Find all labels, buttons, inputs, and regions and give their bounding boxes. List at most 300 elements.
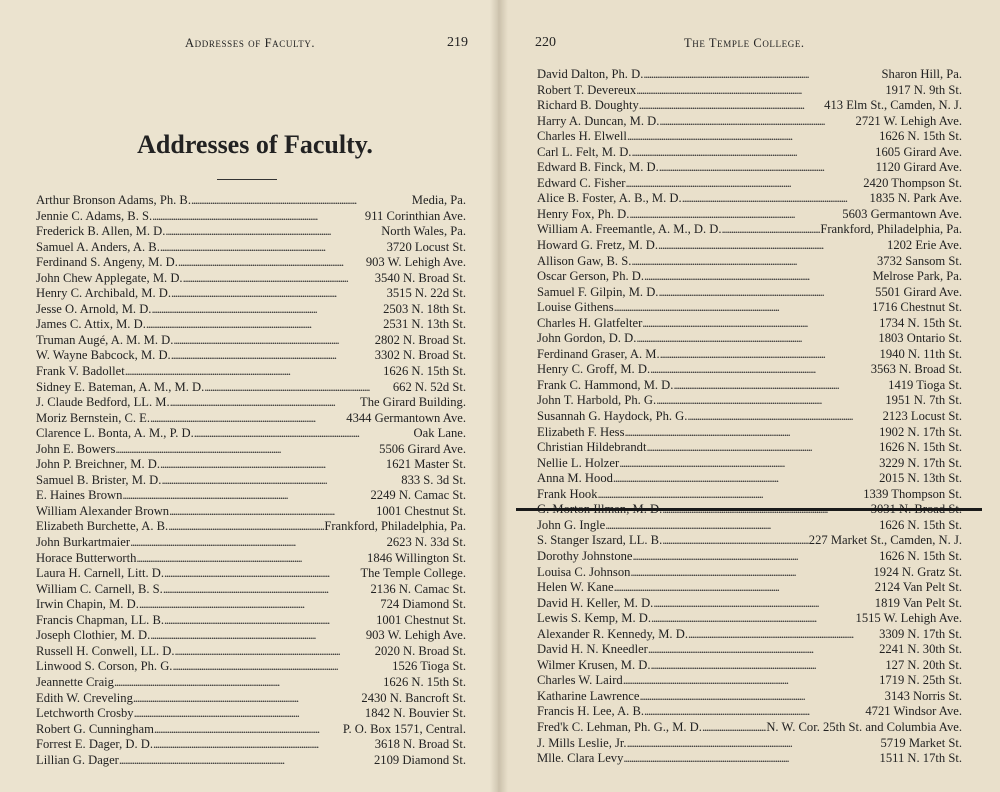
faculty-name: Nellie L. Holzer xyxy=(537,455,620,470)
faculty-name: Truman Augé, A. M. M. D. xyxy=(36,332,174,347)
faculty-address: 2123 Locust St. xyxy=(882,409,962,424)
dot-leader xyxy=(160,457,386,473)
dot-leader xyxy=(598,487,864,503)
dot-leader xyxy=(636,83,885,99)
faculty-name: Frank Hook xyxy=(537,486,598,501)
faculty-name: Mlle. Clara Levy xyxy=(537,751,624,766)
faculty-address: 1940 N. 11th St. xyxy=(879,346,962,361)
faculty-address: Frankford, Philadelphia, Pa. xyxy=(820,222,962,237)
dot-leader xyxy=(631,254,877,270)
faculty-entry xyxy=(36,722,466,738)
dot-leader xyxy=(624,425,879,441)
dot-leader xyxy=(633,549,880,565)
faculty-address: 3143 Norris St. xyxy=(884,688,962,703)
faculty-name: Howard G. Fretz, M. D. xyxy=(537,238,659,253)
faculty-entry xyxy=(537,704,962,720)
faculty-address: 4721 Windsor Ave. xyxy=(865,704,962,719)
faculty-entry xyxy=(36,333,466,349)
faculty-name: Ferdinand Graser, A. M. xyxy=(537,346,660,361)
faculty-address: 2420 Thompson St. xyxy=(863,175,962,190)
faculty-name: Louisa C. Johnson xyxy=(537,564,631,579)
faculty-address: 1202 Erie Ave. xyxy=(887,238,962,253)
dot-leader xyxy=(626,176,864,192)
dot-leader xyxy=(636,331,878,347)
dot-leader xyxy=(169,504,376,520)
dot-leader xyxy=(702,720,766,736)
faculty-entry xyxy=(537,347,962,363)
faculty-name: Clarence L. Bonta, A. M., P. D. xyxy=(36,426,194,441)
faculty-entry xyxy=(36,411,466,427)
dot-leader xyxy=(648,642,879,658)
faculty-entry xyxy=(537,393,962,409)
dot-leader xyxy=(164,613,376,629)
dot-leader xyxy=(614,300,872,316)
dot-leader xyxy=(644,704,865,720)
dot-leader xyxy=(631,145,875,161)
faculty-entry xyxy=(36,691,466,707)
dot-leader xyxy=(178,255,366,271)
dot-leader xyxy=(659,160,876,176)
dot-leader xyxy=(627,129,879,145)
dot-leader xyxy=(152,209,365,225)
faculty-name: Henry Fox, Ph. D. xyxy=(537,206,630,221)
faculty-name: Moriz Bernstein, C. E. xyxy=(36,410,151,425)
faculty-address: 4344 Germantown Ave. xyxy=(346,410,466,425)
right-page xyxy=(498,0,1000,792)
faculty-entry xyxy=(537,67,962,83)
faculty-entry xyxy=(537,222,962,238)
faculty-entry xyxy=(537,611,962,627)
faculty-entry xyxy=(36,255,466,271)
dot-leader xyxy=(653,596,874,612)
dot-leader xyxy=(658,285,875,301)
faculty-entry xyxy=(537,83,962,99)
faculty-name: Richard B. Doughty xyxy=(537,98,639,113)
faculty-entry xyxy=(537,98,962,114)
section-title: Addresses of Faculty. xyxy=(137,130,373,159)
dot-leader xyxy=(687,409,882,425)
dot-leader xyxy=(722,222,821,238)
faculty-address: 1419 Tioga St. xyxy=(888,377,962,392)
right-faculty-list xyxy=(537,67,962,767)
faculty-name: Susannah G. Haydock, Ph. G. xyxy=(537,409,688,424)
faculty-entry xyxy=(36,426,466,442)
dot-leader xyxy=(613,471,879,487)
dot-leader xyxy=(623,673,879,689)
right-page-number: 220 xyxy=(535,35,556,50)
dot-leader xyxy=(639,689,884,705)
faculty-address: 1626 N. 15th St. xyxy=(879,517,962,532)
faculty-entry xyxy=(537,736,962,752)
faculty-name: Samuel A. Anders, A. B. xyxy=(36,239,160,254)
faculty-entry xyxy=(36,551,466,567)
faculty-name: Sidney E. Bateman, A. M., M. D. xyxy=(36,379,205,394)
faculty-address: 1526 Tioga St. xyxy=(392,659,466,674)
faculty-entry xyxy=(36,519,466,535)
dot-leader xyxy=(114,675,383,691)
dot-leader xyxy=(139,597,380,613)
dot-leader xyxy=(204,380,393,396)
faculty-entry xyxy=(36,442,466,458)
faculty-address: 227 Market St., Camden, N. J. xyxy=(808,533,962,548)
faculty-entry xyxy=(537,207,962,223)
faculty-name: Laura H. Carnell, Litt. D. xyxy=(36,566,164,581)
dot-leader xyxy=(614,580,875,596)
faculty-address: 1626 N. 15th St. xyxy=(383,364,466,379)
faculty-name: Letchworth Crosby xyxy=(36,706,134,721)
dot-leader xyxy=(136,551,367,567)
faculty-address: 1842 N. Bouvier St. xyxy=(364,706,466,721)
dot-leader xyxy=(658,238,887,254)
dot-leader xyxy=(682,191,870,207)
faculty-entry xyxy=(36,737,466,753)
dot-leader xyxy=(619,456,879,472)
faculty-address: 1120 Girard Ave. xyxy=(875,160,962,175)
faculty-entry xyxy=(36,317,466,333)
faculty-address: 833 S. 3d St. xyxy=(401,472,466,487)
faculty-name: John Chew Applegate, M. D. xyxy=(36,270,183,285)
dot-leader xyxy=(650,362,871,378)
dot-leader xyxy=(133,691,362,707)
right-running-head: The Temple College. xyxy=(684,36,805,50)
faculty-address: 3309 N. 17th St. xyxy=(879,626,962,641)
faculty-name: Alice B. Foster, A. B., M. D. xyxy=(537,191,682,206)
faculty-name: S. Stanger Iszard, LL. B. xyxy=(537,533,663,548)
faculty-entry xyxy=(36,348,466,364)
dot-leader xyxy=(630,565,873,581)
dot-leader xyxy=(119,753,374,769)
faculty-entry xyxy=(537,456,962,472)
faculty-address: 1902 N. 17th St. xyxy=(879,424,962,439)
faculty-name: Irwin Chapin, M. D. xyxy=(36,597,139,612)
dot-leader xyxy=(122,488,370,504)
faculty-entry xyxy=(36,209,466,225)
faculty-address: 2721 W. Lehigh Ave. xyxy=(855,113,962,128)
faculty-address: 1626 N. 15th St. xyxy=(879,548,962,563)
faculty-name: Lewis S. Kemp, M. D. xyxy=(537,611,652,626)
faculty-name: John Gordon, D. D. xyxy=(537,331,637,346)
faculty-entry xyxy=(537,751,962,767)
faculty-entry xyxy=(36,582,466,598)
faculty-name: Edith W. Creveling xyxy=(36,690,133,705)
faculty-name: Anna M. Hood xyxy=(537,471,613,486)
faculty-name: Samuel B. Brister, M. D. xyxy=(36,472,162,487)
dot-leader xyxy=(183,271,375,287)
faculty-name: John T. Harbold, Ph. G. xyxy=(537,393,657,408)
faculty-entry xyxy=(537,471,962,487)
faculty-name: Francis Chapman, LL. B. xyxy=(36,612,165,627)
faculty-address: 2124 Van Pelt St. xyxy=(874,580,962,595)
faculty-name: Jeannette Craig xyxy=(36,674,114,689)
dot-leader xyxy=(161,473,401,489)
faculty-entry xyxy=(537,176,962,192)
faculty-entry xyxy=(36,193,466,209)
faculty-address: 3302 N. Broad St. xyxy=(374,348,466,363)
faculty-entry xyxy=(36,473,466,489)
faculty-name: Christian Hildebrandt xyxy=(537,440,647,455)
faculty-entry xyxy=(537,533,962,549)
faculty-name: Robert G. Cunningham xyxy=(36,721,154,736)
faculty-address: 413 Elm St., Camden, N. J. xyxy=(824,98,962,113)
faculty-name: W. Wayne Babcock, M. D. xyxy=(36,348,171,363)
faculty-address: 1515 W. Lehigh Ave. xyxy=(855,611,962,626)
faculty-entry xyxy=(36,535,466,551)
faculty-address: 1951 N. 7th St. xyxy=(885,393,962,408)
faculty-name: Horace Butterworth xyxy=(36,550,137,565)
dot-leader xyxy=(150,628,366,644)
faculty-entry xyxy=(537,440,962,456)
faculty-entry xyxy=(36,597,466,613)
dot-leader xyxy=(639,98,824,114)
faculty-name: John E. Bowers xyxy=(36,441,116,456)
faculty-address: 724 Diamond St. xyxy=(380,597,466,612)
faculty-entry xyxy=(537,254,962,270)
faculty-name: Edward C. Fisher xyxy=(537,175,626,190)
faculty-address: 5506 Girard Ave. xyxy=(379,441,466,456)
dot-leader xyxy=(191,193,412,209)
faculty-address: P. O. Box 1571, Central. xyxy=(342,721,466,736)
dot-leader xyxy=(115,442,379,458)
faculty-entry xyxy=(537,518,962,534)
faculty-address: 1001 Chestnut St. xyxy=(376,503,466,518)
faculty-name: Allison Gaw, B. S. xyxy=(537,253,632,268)
faculty-address: 3515 N. 22d St. xyxy=(386,286,466,301)
dot-leader xyxy=(160,240,387,256)
faculty-name: Arthur Bronson Adams, Ph. B. xyxy=(36,193,191,207)
faculty-name: Harry A. Duncan, M. D. xyxy=(537,113,660,128)
faculty-entry xyxy=(537,425,962,441)
faculty-entry xyxy=(36,628,466,644)
faculty-name: William A. Freemantle, A. M., D. D. xyxy=(537,222,722,237)
faculty-name: Wilmer Krusen, M. D. xyxy=(537,657,651,672)
faculty-name: Linwood S. Corson, Ph. G. xyxy=(36,659,173,674)
faculty-entry xyxy=(36,675,466,691)
faculty-entry xyxy=(537,565,962,581)
faculty-address: Sharon Hill, Pa. xyxy=(881,67,962,81)
faculty-name: J. Claude Bedford, LL. M. xyxy=(36,395,170,410)
faculty-address: 1626 N. 15th St. xyxy=(879,440,962,455)
faculty-name: Edward B. Finck, M. D. xyxy=(537,160,659,175)
faculty-name: Jesse O. Arnold, M. D. xyxy=(36,301,152,316)
left-faculty-list xyxy=(36,193,466,768)
faculty-address: 3229 N. 17th St. xyxy=(879,455,962,470)
faculty-entry xyxy=(36,504,466,520)
faculty-address: Frankford, Philadelphia, Pa. xyxy=(324,519,466,534)
dot-leader xyxy=(659,114,855,130)
dot-leader xyxy=(623,751,879,767)
faculty-entry xyxy=(537,580,962,596)
dot-leader xyxy=(643,67,881,83)
faculty-name: Elizabeth F. Hess xyxy=(537,424,625,439)
faculty-entry xyxy=(537,160,962,176)
faculty-name: Charles H. Glatfelter xyxy=(537,315,643,330)
faculty-name: Charles H. Elwell xyxy=(537,129,627,144)
faculty-name: Frank C. Hammond, M. D. xyxy=(537,377,674,392)
dot-leader xyxy=(673,378,888,394)
faculty-address: 1511 N. 17th St. xyxy=(879,751,962,766)
faculty-entry xyxy=(537,145,962,161)
left-running-head: Addresses of Faculty. xyxy=(185,36,316,50)
faculty-address: 1626 N. 15th St. xyxy=(879,129,962,144)
faculty-address: 1719 N. 25th St. xyxy=(879,673,962,688)
faculty-entry xyxy=(537,689,962,705)
dot-leader xyxy=(172,659,392,675)
faculty-name: Carl L. Felt, M. D. xyxy=(537,144,632,159)
faculty-address: 1846 Willington St. xyxy=(367,550,466,565)
faculty-address: 1917 N. 9th St. xyxy=(885,82,962,97)
faculty-entry xyxy=(537,409,962,425)
faculty-name: Louise Githens xyxy=(537,300,614,315)
page-cut-line xyxy=(516,508,982,511)
dot-leader xyxy=(151,302,383,318)
dot-leader xyxy=(646,440,879,456)
faculty-name: Robert T. Devereux xyxy=(537,82,637,97)
faculty-address: 1605 Girard Ave. xyxy=(875,144,962,159)
faculty-address: 1819 Van Pelt St. xyxy=(874,595,962,610)
faculty-address: 3732 Sansom St. xyxy=(876,253,962,268)
faculty-name: James C. Attix, M. D. xyxy=(36,317,146,332)
dot-leader xyxy=(170,395,360,411)
faculty-name: E. Haines Brown xyxy=(36,488,123,503)
faculty-entry xyxy=(537,549,962,565)
faculty-entry xyxy=(537,720,962,736)
faculty-entry xyxy=(537,300,962,316)
faculty-address: 1803 Ontario St. xyxy=(878,331,962,346)
faculty-address: 1716 Chestnut St. xyxy=(872,300,962,315)
faculty-entry xyxy=(36,659,466,675)
title-rule xyxy=(217,179,277,180)
faculty-address: 1835 N. Park Ave. xyxy=(869,191,962,206)
faculty-name: Dorothy Johnstone xyxy=(537,548,633,563)
faculty-entry xyxy=(36,286,466,302)
faculty-name: William Alexander Brown xyxy=(36,503,170,518)
faculty-entry xyxy=(36,613,466,629)
faculty-name: Francis H. Lee, A. B. xyxy=(537,704,645,719)
faculty-entry xyxy=(537,362,962,378)
faculty-address: 2531 N. 13th St. xyxy=(383,317,466,332)
faculty-address: 1734 N. 15th St. xyxy=(879,315,962,330)
dot-leader xyxy=(627,736,881,752)
faculty-entry xyxy=(36,457,466,473)
faculty-name: David Dalton, Ph. D. xyxy=(537,67,644,81)
faculty-entry xyxy=(537,487,962,503)
dot-leader xyxy=(651,611,855,627)
faculty-name: Fred'k C. Lehman, Ph. G., M. D. xyxy=(537,719,702,734)
faculty-name: William C. Carnell, B. S. xyxy=(36,581,163,596)
faculty-address: 5603 Germantown Ave. xyxy=(842,206,962,221)
dot-leader xyxy=(164,566,360,582)
dot-leader xyxy=(175,644,375,660)
faculty-address: 2249 N. Camac St. xyxy=(370,488,466,503)
faculty-entry xyxy=(537,191,962,207)
faculty-entry xyxy=(537,642,962,658)
faculty-name: Helen W. Kane xyxy=(537,580,614,595)
faculty-address: 5501 Girard Ave. xyxy=(875,284,962,299)
faculty-address: Melrose Park, Pa. xyxy=(872,269,962,284)
faculty-name: David H. N. Kneedler xyxy=(537,642,648,657)
faculty-entry xyxy=(36,380,466,396)
faculty-name: Lillian G. Dager xyxy=(36,752,119,767)
faculty-entry xyxy=(537,316,962,332)
left-page xyxy=(0,0,498,792)
faculty-name: Frederick B. Allen, M. D. xyxy=(36,224,166,239)
faculty-entry xyxy=(36,224,466,240)
faculty-entry xyxy=(36,364,466,380)
dot-leader xyxy=(146,317,383,333)
faculty-entry xyxy=(537,673,962,689)
dot-leader xyxy=(688,627,879,643)
dot-leader xyxy=(642,316,879,332)
faculty-name: Charles W. Laird xyxy=(537,673,623,688)
faculty-address: The Temple College. xyxy=(360,566,466,581)
faculty-entry xyxy=(537,269,962,285)
faculty-name: Russell H. Conwell, LL. D. xyxy=(36,643,175,658)
faculty-address: 3618 N. Broad St. xyxy=(374,737,466,752)
faculty-address: 1924 N. Gratz St. xyxy=(873,564,962,579)
faculty-name: Ferdinand S. Angeny, M. D. xyxy=(36,255,178,270)
faculty-name: J. Mills Leslie, Jr. xyxy=(537,735,627,750)
faculty-entry xyxy=(537,129,962,145)
dot-leader xyxy=(656,393,885,409)
faculty-entry xyxy=(36,271,466,287)
dot-leader xyxy=(605,518,879,534)
faculty-address: 903 W. Lehigh Ave. xyxy=(365,255,466,270)
faculty-address: 2020 N. Broad St. xyxy=(374,643,466,658)
faculty-name: Henry C. Archibald, M. D. xyxy=(36,286,172,301)
faculty-entry xyxy=(36,302,466,318)
faculty-address: 5719 Market St. xyxy=(880,735,962,750)
faculty-address: 662 N. 52d St. xyxy=(392,379,466,394)
faculty-name: Samuel F. Gilpin, M. D. xyxy=(537,284,659,299)
dot-leader xyxy=(644,269,872,285)
dot-leader xyxy=(629,207,842,223)
book-gutter xyxy=(490,0,508,792)
faculty-address: 1339 Thompson St. xyxy=(863,486,962,501)
faculty-entry xyxy=(537,114,962,130)
dot-leader xyxy=(651,658,886,674)
faculty-entry xyxy=(36,706,466,722)
dot-leader xyxy=(125,364,383,380)
faculty-name: Frank V. Badollet xyxy=(36,364,125,379)
faculty-entry xyxy=(537,331,962,347)
faculty-address: 1621 Master St. xyxy=(385,457,466,472)
faculty-address: 3563 N. Broad St. xyxy=(870,362,962,377)
faculty-address: 3540 N. Broad St. xyxy=(374,270,466,285)
dot-leader xyxy=(163,582,371,598)
faculty-name: Forrest E. Dager, D. D. xyxy=(36,737,154,752)
faculty-entry xyxy=(537,596,962,612)
faculty-address: 2430 N. Bancroft St. xyxy=(361,690,466,705)
faculty-entry xyxy=(36,566,466,582)
dot-leader xyxy=(153,737,375,753)
faculty-address: 2136 N. Camac St. xyxy=(370,581,466,596)
faculty-address: 2503 N. 18th St. xyxy=(383,301,466,316)
faculty-entry xyxy=(36,644,466,660)
faculty-entry xyxy=(36,753,466,769)
dot-leader xyxy=(171,286,387,302)
faculty-address: 2015 N. 13th St. xyxy=(879,471,962,486)
faculty-name: David H. Keller, M. D. xyxy=(537,595,654,610)
dot-leader xyxy=(194,426,414,442)
faculty-entry xyxy=(537,627,962,643)
faculty-name: Alexander R. Kennedy, M. D. xyxy=(537,626,688,641)
left-page-number: 219 xyxy=(447,35,468,50)
faculty-name: Henry C. Groff, M. D. xyxy=(537,362,651,377)
faculty-address: Oak Lane. xyxy=(413,426,466,441)
dot-leader xyxy=(134,706,365,722)
faculty-address: 2241 N. 30th St. xyxy=(879,642,962,657)
faculty-entry xyxy=(36,240,466,256)
